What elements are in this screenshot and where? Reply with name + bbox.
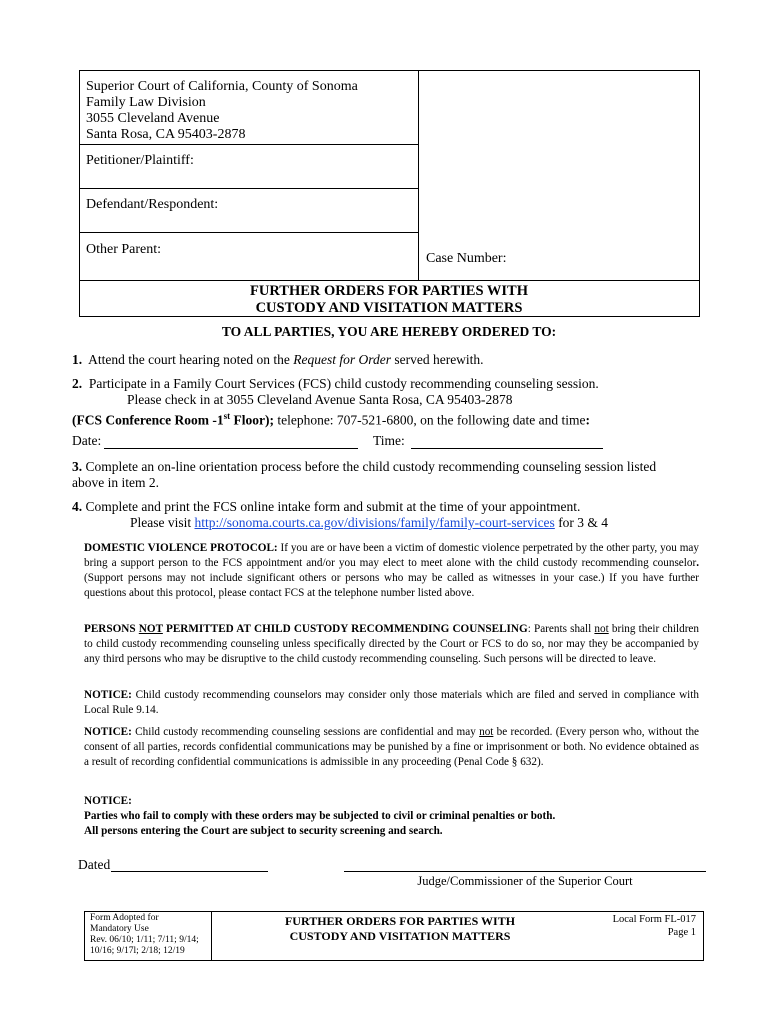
caption-rule-title xyxy=(79,280,699,281)
time-input-line[interactable] xyxy=(411,448,603,449)
footer-title-1: FURTHER ORDERS FOR PARTIES WITH xyxy=(284,914,516,928)
notice-3-line-2: All persons entering the Court are subject to security screening and search. xyxy=(84,825,443,837)
order-heading: TO ALL PARTIES, YOU ARE HEREBY ORDERED TO: xyxy=(221,324,557,339)
np-heading-not: NOT xyxy=(138,623,163,635)
notice-2-heading: NOTICE: xyxy=(84,726,132,738)
notice-1-text: Child custody recommending counselors may consider only those materials which are filed and served in compliance with Local Rule 9.14. xyxy=(84,689,699,716)
item-2-text: Participate in a Family Court Services (FCS) child custody recommending counseling session. xyxy=(88,376,599,391)
footer-rev-2: 10/16; 9/17l; 2/18; 12/19 xyxy=(90,946,185,956)
court-division: Family Law Division xyxy=(86,95,206,110)
notice-3-heading: NOTICE: xyxy=(84,795,132,807)
footer-title-2: CUSTODY AND VISITATION MATTERS xyxy=(289,929,511,943)
court-address xyxy=(86,79,416,143)
footer-title xyxy=(230,914,570,944)
fcs-website-link[interactable]: http://sonoma.courts.ca.gov/divisions/family/family-court-services xyxy=(194,515,555,530)
np-heading-post: PERMITTED AT CHILD CUSTODY RECOMMENDING COUNSELING xyxy=(162,623,528,635)
item-2-colon: : xyxy=(585,412,591,428)
domestic-violence-protocol xyxy=(84,541,699,601)
dv-text-2: (Support persons may not include significant others or persons who may be called as witnesses in your case.) If you have further questions about this protocol, please contact FCS at the telephone number listed above. xyxy=(84,572,699,599)
footer-form-info xyxy=(570,913,696,939)
caption-rule-1 xyxy=(79,144,419,145)
court-city: Santa Rosa, CA 95403-2878 xyxy=(86,127,246,142)
footer-page-number: Page 1 xyxy=(667,927,696,938)
item-3-text: Complete an on-line orientation process before the child custody recommending counseling session listed above in item 2. xyxy=(72,459,657,490)
item-4-text: Complete and print the FCS online intake form and submit at the time of your appointment. xyxy=(82,499,581,514)
item-2-room-post: Floor); xyxy=(230,412,274,428)
notice-2-text-2: be recorded. (Every person who, without the consent of all parties, records confidential communications may be punished by a fine or imprisonment or both. No evidence obtained as a result of recording confidential communications is admissible in any proceeding (Penal Code § 632). xyxy=(84,726,700,768)
dated-input-line[interactable] xyxy=(111,871,268,872)
persons-not-permitted xyxy=(84,622,699,667)
case-number-field[interactable]: Case Number: xyxy=(426,251,507,266)
footer-adopted-1: Form Adopted for xyxy=(90,913,159,923)
notice-penalties xyxy=(84,794,699,839)
item-2-number: 2. xyxy=(72,376,83,391)
item-3-number: 3. xyxy=(72,459,83,474)
date-label: Date: xyxy=(72,433,102,448)
footer-adopted-2: Mandatory Use xyxy=(90,924,149,934)
form-title-line1: FURTHER ORDERS FOR PARTIES WITH xyxy=(249,283,528,299)
defendant-field[interactable]: Defendant/Respondent: xyxy=(86,197,219,212)
order-item-3 xyxy=(72,459,682,491)
notice-2-text-1: Child custody recommending counseling sessions are confidential and may xyxy=(131,726,480,738)
visit-post: for 3 & 4 xyxy=(554,515,609,530)
form-title xyxy=(79,283,699,317)
court-name: Superior Court of California, County of Sonoma xyxy=(86,79,358,94)
np-not: not xyxy=(594,623,609,635)
order-item-4 xyxy=(72,499,712,531)
item-2-phone: telephone: 707-521-6800, on the following date and time xyxy=(273,412,586,428)
notice-materials xyxy=(84,688,699,718)
dv-text-1: If you are or have been a victim of domestic violence perpetrated by the other party, you may bring a support person to the FCS appointment and/or you may elect to meet alone with the child custody recommending counselor xyxy=(84,542,699,569)
item-1-text-pre: Attend the court hearing noted on the xyxy=(88,352,294,367)
footer-divider xyxy=(211,911,212,960)
item-1-text-post: served herewith. xyxy=(390,352,484,367)
footer-adoption xyxy=(90,913,210,957)
order-item-2 xyxy=(72,376,712,429)
dv-period: . xyxy=(696,557,699,569)
caption-rule-3 xyxy=(79,232,419,233)
notice-3-line-1: Parties who fail to comply with these orders may be subjected to civil or criminal penalties or both. xyxy=(84,810,556,822)
time-label: Time: xyxy=(373,433,405,448)
item-4-number: 4. xyxy=(72,499,83,514)
dated-label: Dated xyxy=(78,857,111,872)
item-1-request-for-order: Request for Order xyxy=(293,352,391,367)
item-2-room-sup: st xyxy=(223,411,231,421)
notice-confidential xyxy=(84,725,699,770)
judge-label: Judge/Commissioner of the Superior Court xyxy=(417,874,633,888)
np-text-2: bring their children to child custody recommending counseling unless specifically directed by the Court or FCS to do so, nor may they be accompanied by any third persons who may be disruptive to the child custody recommending counseling. Such persons will be directed to leave. xyxy=(84,623,699,665)
item-2-room-pre: (FCS Conference Room -1 xyxy=(72,412,224,428)
item-2-checkin: Please check in at 3055 Cleveland Avenue Santa Rosa, CA 95403-2878 xyxy=(127,392,513,407)
visit-pre: Please visit xyxy=(130,515,195,530)
judge-signature-line[interactable] xyxy=(344,871,706,872)
footer-rev-1: Rev. 06/10; 1/11; 7/11; 9/14; xyxy=(90,935,199,945)
footer-form-number: Local Form FL-017 xyxy=(612,914,696,925)
other-parent-field[interactable]: Other Parent: xyxy=(86,242,162,257)
date-input-line[interactable] xyxy=(104,448,358,449)
caption-rule-2 xyxy=(79,188,419,189)
court-street: 3055 Cleveland Avenue xyxy=(86,111,220,126)
np-colon: : xyxy=(527,623,531,635)
dv-heading: DOMESTIC VIOLENCE PROTOCOL: xyxy=(84,542,278,554)
petitioner-field[interactable]: Petitioner/Plaintiff: xyxy=(86,153,194,168)
item-1-number: 1. xyxy=(72,352,83,367)
order-item-1 xyxy=(72,352,702,368)
notice-1-heading: NOTICE: xyxy=(84,689,132,701)
caption-divider xyxy=(418,70,419,280)
np-heading-pre: PERSONS xyxy=(84,623,139,635)
np-text-1: Parents shall xyxy=(530,623,595,635)
form-title-line2: CUSTODY AND VISITATION MATTERS xyxy=(255,300,523,316)
notice-2-not: not xyxy=(479,726,494,738)
